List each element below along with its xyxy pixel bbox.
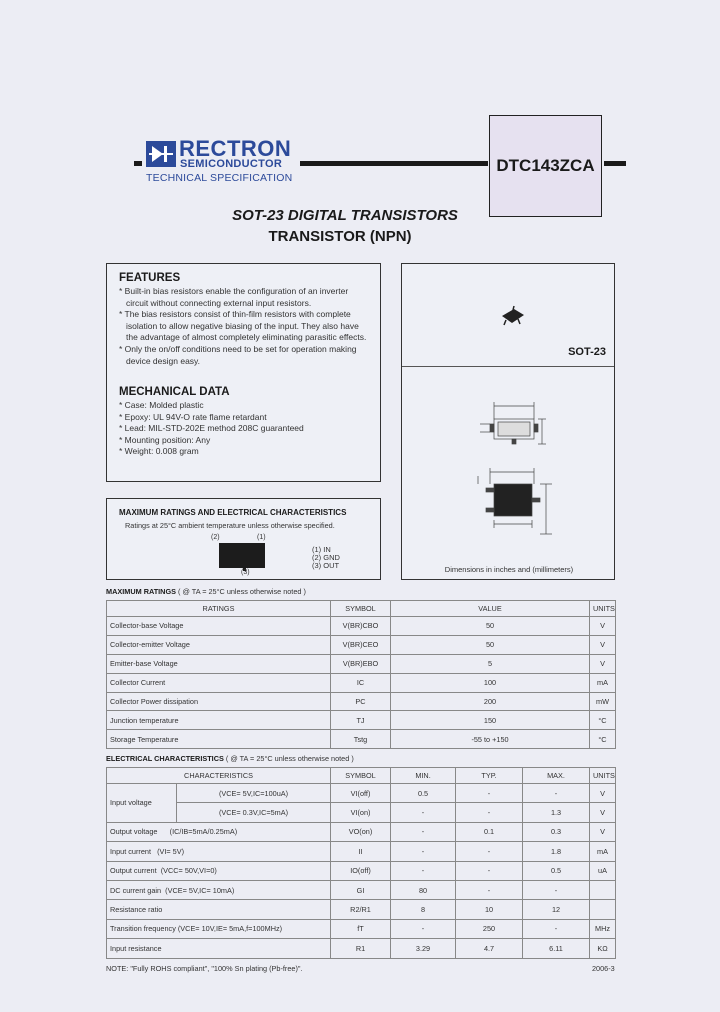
table-cell: 0.3	[523, 822, 590, 841]
table-cell: -55 to +150	[391, 730, 590, 749]
table-cell: Resistance ratio	[107, 900, 331, 919]
table-cell: -	[391, 842, 456, 861]
header-rule-far	[604, 161, 626, 166]
table-cell: II	[331, 842, 391, 861]
table-cell: TJ	[331, 711, 391, 730]
package-divider	[402, 366, 614, 367]
table-cell: IC	[331, 673, 391, 692]
dimensions-note: Dimensions in inches and (millimeters)	[444, 565, 574, 574]
table-cell: (VCE= 0.3V,IC=5mA)	[177, 803, 331, 822]
table-row	[107, 880, 616, 899]
table-cell: DC current gain (VCE= 5V,IC= 10mA)	[107, 880, 331, 899]
table-cell: V(BR)EBO	[331, 654, 391, 673]
table-cell: -	[391, 919, 456, 938]
features-box	[106, 263, 381, 482]
table-cell: Collector Current	[107, 673, 331, 692]
table-cell: 10	[456, 900, 523, 919]
table-cell: Emitter-base Voltage	[107, 654, 331, 673]
column-header: UNITS	[590, 768, 616, 784]
table-cell: -	[456, 784, 523, 803]
mechanical-item: * Case: Molded plastic	[119, 400, 204, 410]
table-cell: 80	[391, 880, 456, 899]
pin-legend-item: (1) IN	[312, 545, 331, 554]
table-cell: Collector-emitter Voltage	[107, 635, 331, 654]
pin-legend-item: (2) GND	[312, 553, 340, 562]
max-ratings-table	[106, 600, 616, 749]
mechanical-item: * Mounting position: Any	[119, 434, 211, 445]
table-row	[107, 730, 616, 749]
table-cell: 6.11	[523, 939, 590, 958]
table-cell: mA	[590, 673, 616, 692]
table-cell: VO(on)	[331, 822, 391, 841]
column-header: CHARACTERISTICS	[107, 768, 331, 784]
table-cell: V	[590, 654, 616, 673]
mechanical-item: * Lead: MIL-STD-202E method 208C guaranteed	[119, 423, 304, 434]
table-cell: uA	[590, 861, 616, 880]
table-cell: 100	[391, 673, 590, 692]
document-code: 2006-3	[592, 964, 615, 973]
column-header: UNITS	[590, 601, 616, 617]
mechanical-list	[118, 400, 368, 458]
pin-label-2: (2)	[211, 534, 220, 541]
document-title: SOT-23 DIGITAL TRANSISTORS	[232, 207, 458, 224]
column-header: MIN.	[391, 768, 456, 784]
table-row	[107, 711, 616, 730]
brand-subtitle: SEMICONDUCTOR	[180, 158, 283, 170]
table-cell: °C	[590, 730, 616, 749]
table-cell: Output voltage (IC/IB=5mA/0.25mA)	[107, 822, 331, 841]
table-cell: PC	[331, 692, 391, 711]
pin-label-3: (3)	[241, 569, 250, 576]
table-cell: -	[391, 803, 456, 822]
table-cell: (VCE= 5V,IC=100uA)	[177, 784, 331, 803]
table-cell: 3.29	[391, 939, 456, 958]
table-cell: -	[523, 919, 590, 938]
electrical-table-title: ELECTRICAL CHARACTERISTICS ( @ TA = 25°C unless otherwise noted )	[106, 754, 354, 763]
header-rule-left	[134, 161, 142, 166]
table-cell: Transition frequency (VCE= 10V,IE= 5mA,f=100MHz)	[107, 919, 331, 938]
max-ratings-heading: MAXIMUM RATINGS AND ELECTRICAL CHARACTERISTICS	[119, 508, 347, 517]
feature-item: * Built-in bias resistors enable the configuration of an inverter circuit without connecting external input resistors.	[119, 286, 349, 308]
table-cell: 8	[391, 900, 456, 919]
table-cell: GI	[331, 880, 391, 899]
column-header: RATINGS	[107, 601, 331, 617]
table-row	[107, 673, 616, 692]
table-row	[107, 900, 616, 919]
transistor-pinout-body	[219, 543, 265, 568]
table-cell: 250	[456, 919, 523, 938]
feature-item: * Only the on/off conditions need to be set for operation making device design easy.	[119, 343, 357, 366]
table-cell: 0.5	[391, 784, 456, 803]
table-header-row	[107, 601, 616, 617]
table-cell	[590, 900, 616, 919]
table-cell: 12	[523, 900, 590, 919]
table-row	[107, 617, 616, 636]
features-heading: FEATURES	[119, 272, 181, 284]
table-cell: -	[456, 803, 523, 822]
column-header: SYMBOL	[331, 601, 391, 617]
table-cell: 5	[391, 654, 590, 673]
table-cell: MHz	[590, 919, 616, 938]
table-cell: VI(off)	[331, 784, 391, 803]
table-row	[107, 692, 616, 711]
table-cell: -	[523, 880, 590, 899]
max-ratings-table-title: MAXIMUM RATINGS ( @ TA = 25°C unless otherwise noted )	[106, 587, 306, 596]
table-cell: Collector-base Voltage	[107, 617, 331, 636]
column-header: MAX.	[523, 768, 590, 784]
table-cell: V	[590, 635, 616, 654]
table-cell	[590, 880, 616, 899]
feature-item: * The bias resistors consist of thin-film resistors with complete isolation to allow negative biasing of the input. They also have the advantage of almost completely eliminating parasitic effects.	[119, 309, 367, 343]
column-header: VALUE	[391, 601, 590, 617]
table-cell: KΩ	[590, 939, 616, 958]
table-cell: fT	[331, 919, 391, 938]
column-header: TYP.	[456, 768, 523, 784]
table-cell: VI(on)	[331, 803, 391, 822]
electrical-characteristics-table	[106, 767, 616, 959]
table-cell: °C	[590, 711, 616, 730]
package-box	[401, 263, 615, 580]
table-cell: 4.7	[456, 939, 523, 958]
column-header: SYMBOL	[331, 768, 391, 784]
table-row	[107, 635, 616, 654]
table-cell: 1.8	[523, 842, 590, 861]
table-cell: 50	[391, 635, 590, 654]
table-cell: Input resistance	[107, 939, 331, 958]
table-cell: V(BR)CEO	[331, 635, 391, 654]
table-cell: -	[456, 842, 523, 861]
features-list	[118, 286, 368, 367]
part-number-box: DTC143ZCA	[489, 115, 602, 217]
table-row	[107, 939, 616, 958]
document-subtitle: TRANSISTOR (NPN)	[268, 228, 412, 245]
table-cell: Tstg	[331, 730, 391, 749]
table-cell: V	[590, 617, 616, 636]
table-cell: Input voltage	[107, 784, 177, 823]
ratings-note: Ratings at 25°C ambient temperature unless otherwise specified.	[125, 521, 335, 530]
technical-specification-label: TECHNICAL SPECIFICATION	[146, 172, 293, 184]
table-cell: V(BR)CBO	[331, 617, 391, 636]
table-cell: mW	[590, 692, 616, 711]
table-row	[107, 842, 616, 861]
table-cell: V	[590, 803, 616, 822]
table-row	[107, 861, 616, 880]
table-row	[107, 784, 616, 803]
table-cell: IO(off)	[331, 861, 391, 880]
header-rule-right	[300, 161, 488, 166]
sot23-package-image	[498, 304, 528, 330]
table-cell: Collector Power dissipation	[107, 692, 331, 711]
table-cell: 50	[391, 617, 590, 636]
pin-legend-item: (3) OUT	[312, 561, 340, 570]
table-cell: Input current (VI= 5V)	[107, 842, 331, 861]
table-row	[107, 654, 616, 673]
mechanical-item: * Weight: 0.008 gram	[119, 446, 199, 457]
table-header-row	[107, 768, 616, 784]
table-cell: -	[391, 861, 456, 880]
mechanical-item: * Epoxy: UL 94V-O rate flame retardant	[119, 411, 267, 422]
table-row	[107, 919, 616, 938]
table-cell: 1.3	[523, 803, 590, 822]
table-cell: 0.5	[523, 861, 590, 880]
table-cell: 200	[391, 692, 590, 711]
pin-legend	[312, 546, 340, 570]
table-row	[107, 822, 616, 841]
table-cell: Output current (VCC= 50V,VI=0)	[107, 861, 331, 880]
table-cell: -	[523, 784, 590, 803]
table-row	[107, 803, 616, 822]
table-cell: Junction temperature	[107, 711, 331, 730]
table-cell: 0.1	[456, 822, 523, 841]
table-cell: -	[391, 822, 456, 841]
max-ratings-box	[106, 498, 381, 580]
table-cell: R2/R1	[331, 900, 391, 919]
footer-note: NOTE: "Fully ROHS compliant", "100% Sn plating (Pb-free)".	[106, 964, 303, 973]
table-cell: R1	[331, 939, 391, 958]
table-cell: V	[590, 784, 616, 803]
table-cell: 150	[391, 711, 590, 730]
brand-name: RECTRON	[179, 136, 292, 161]
rectron-logo-icon	[146, 141, 176, 167]
table-cell: V	[590, 822, 616, 841]
table-cell: -	[456, 861, 523, 880]
package-dimensions-drawing	[442, 384, 582, 554]
table-cell: mA	[590, 842, 616, 861]
pin-label-1: (1)	[257, 534, 266, 541]
package-label: SOT-23	[568, 346, 606, 358]
table-cell: Storage Temperature	[107, 730, 331, 749]
table-cell: -	[456, 880, 523, 899]
mechanical-heading: MECHANICAL DATA	[119, 386, 230, 398]
